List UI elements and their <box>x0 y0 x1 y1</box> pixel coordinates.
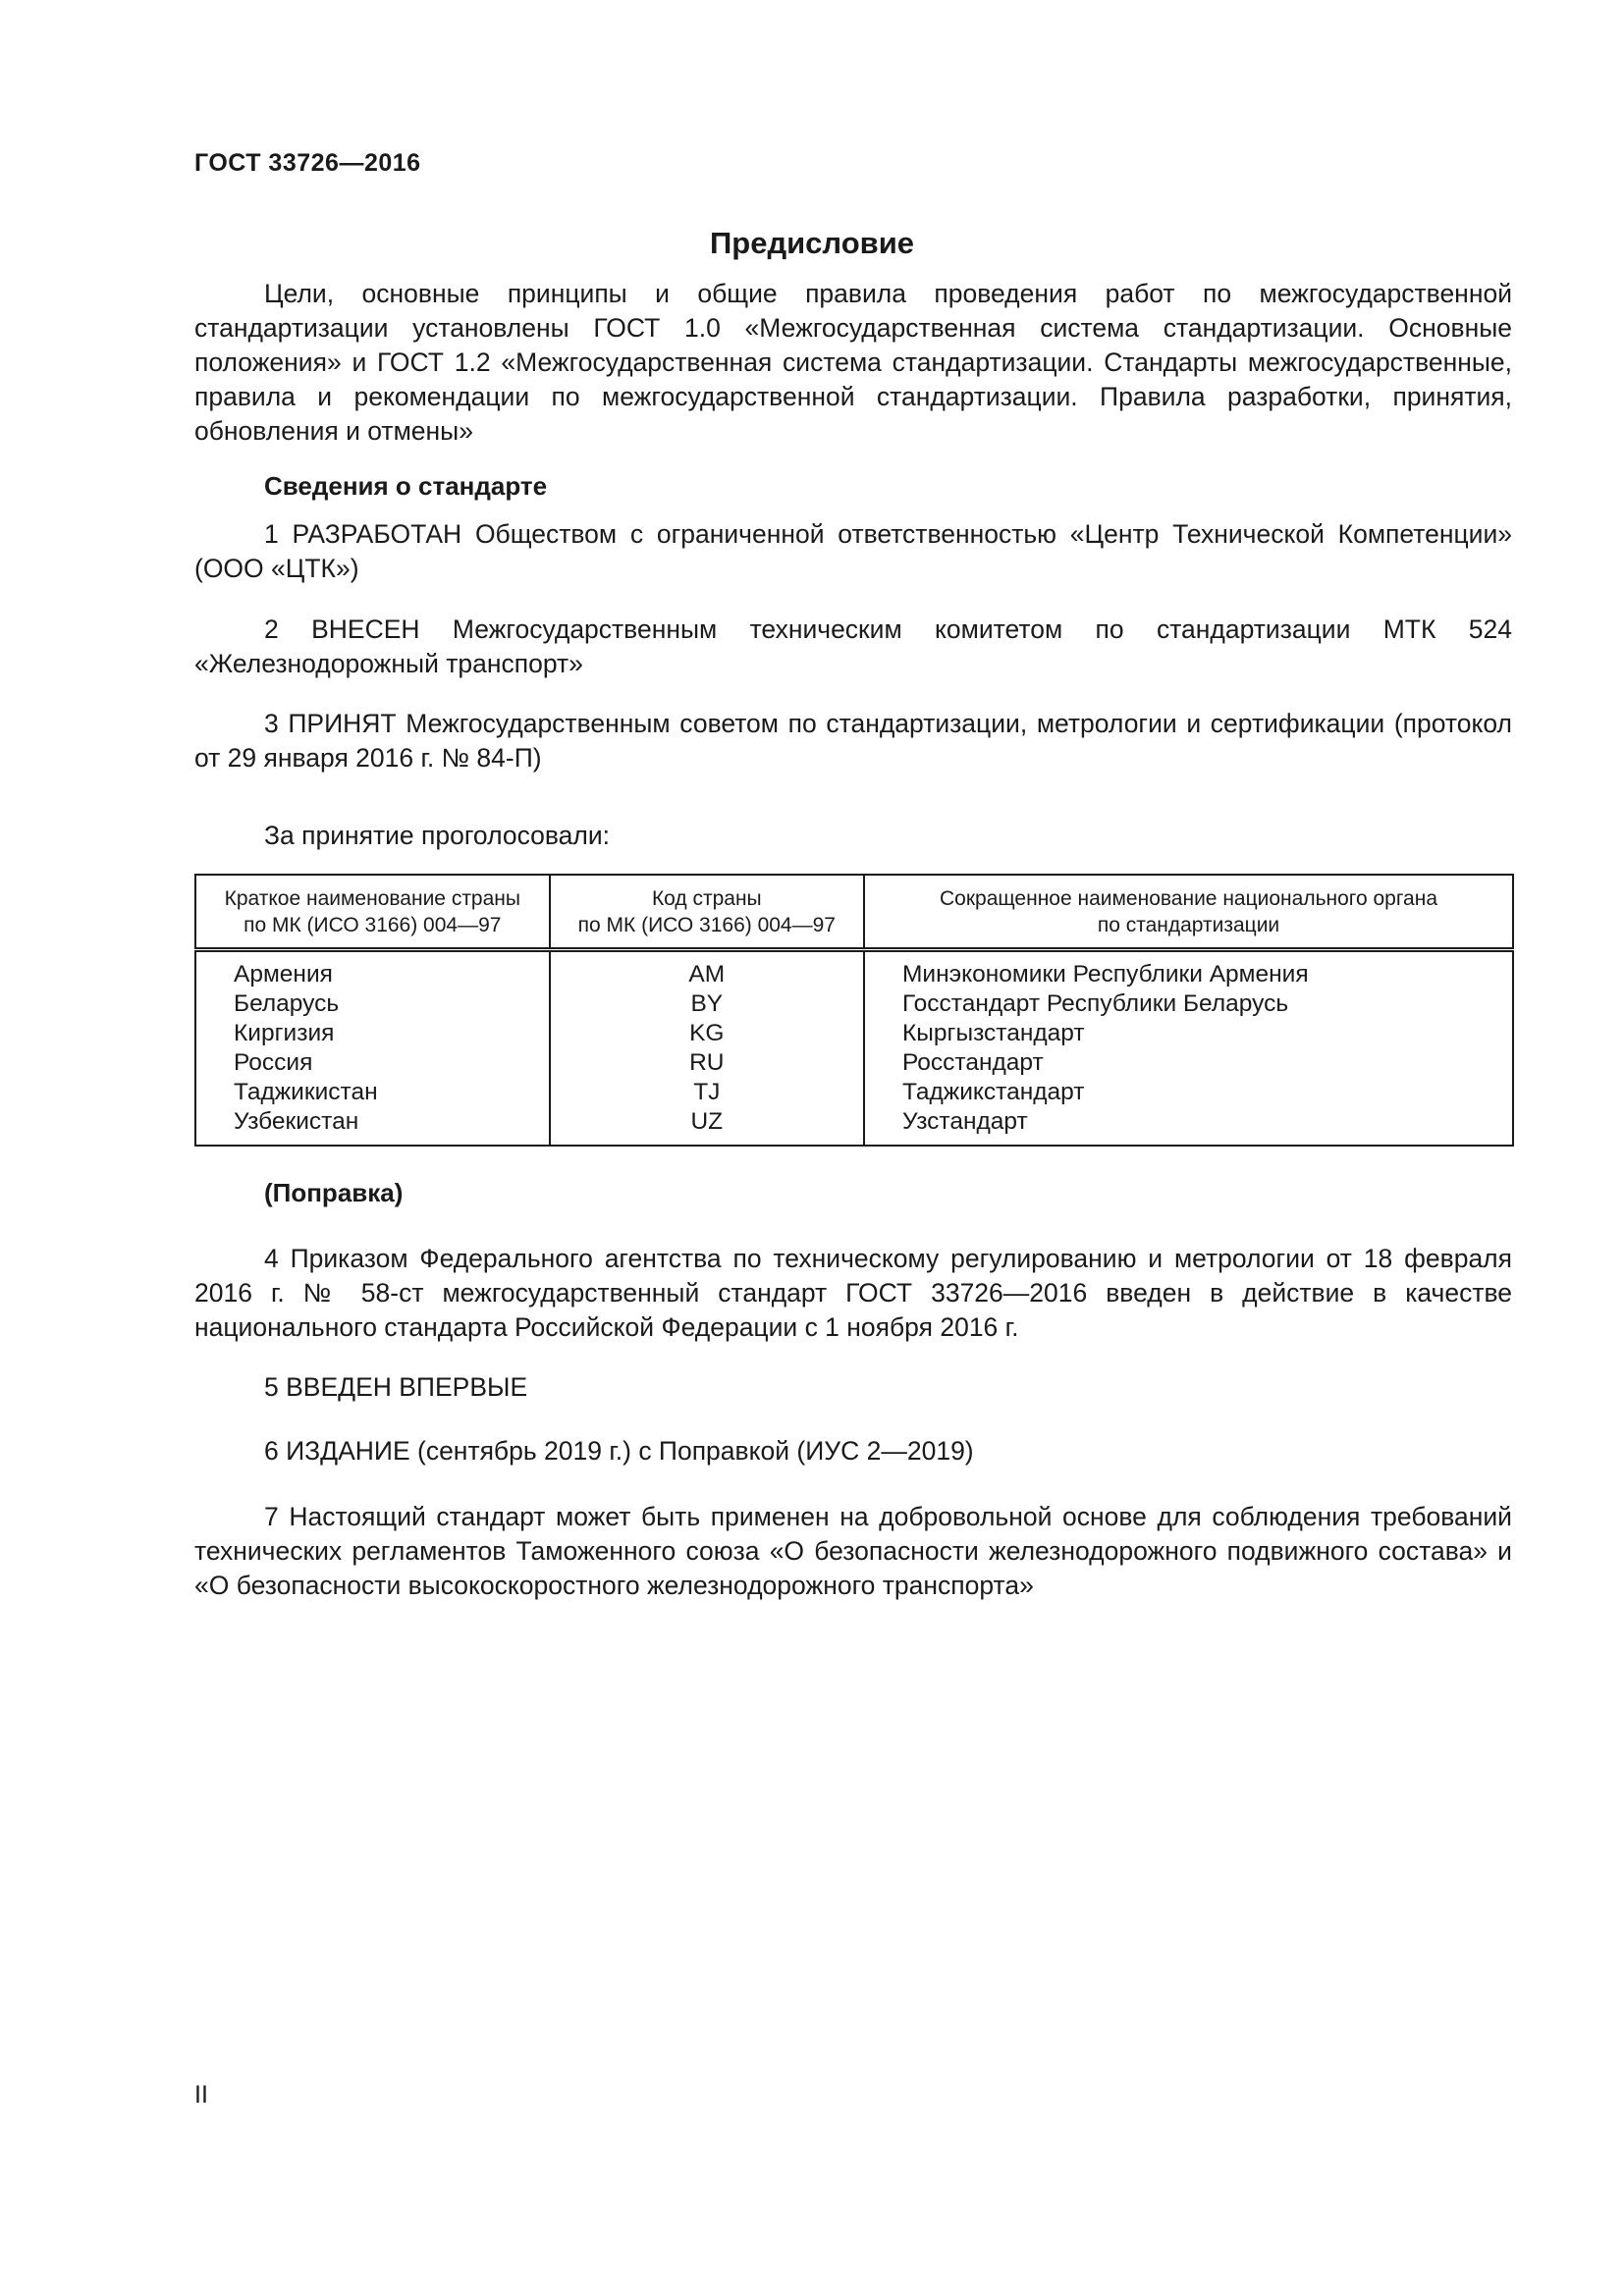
cell-country: Армения <box>195 950 550 990</box>
standard-code: ГОСТ 33726—2016 <box>194 149 421 177</box>
item-2-submitted: 2 ВНЕСЕН Межгосударственным техническим комитетом по стандартизации МТК 524 «Железнодорожный транспорт» <box>194 614 1512 678</box>
item-5-introduced: 5 ВВЕДЕН ВПЕРВЫЕ <box>264 1372 528 1402</box>
header-country-code-line1: Код страны <box>651 887 762 910</box>
page-number: II <box>194 2081 208 2109</box>
cell-national-body: Росстандарт <box>864 1048 1513 1078</box>
header-country-name-line1: Краткое наименование страны <box>224 887 520 910</box>
info-heading: Сведения о стандарте <box>264 471 548 501</box>
amendment-label: (Поправка) <box>264 1178 404 1207</box>
cell-national-body: Госстандарт Республики Беларусь <box>864 989 1513 1019</box>
item-7-applicability: 7 Настоящий стандарт может быть применен на добровольной основе для соблюдения требований технических регламентов Таможенного союза «О безопасности железнодорожного подвижного состава» и «О безопасности высокоскоростного железнодорожного транспорта» <box>194 1502 1512 1600</box>
cell-country: Узбекистан <box>195 1107 550 1146</box>
cell-national-body: Таджикстандарт <box>864 1078 1513 1107</box>
table-row <box>195 989 1513 1019</box>
header-country-name <box>195 875 550 950</box>
item-6-edition: 6 ИЗДАНИЕ (сентябрь 2019 г.) с Поправкой (ИУС 2—2019) <box>264 1436 974 1466</box>
table-row <box>195 1048 1513 1078</box>
cell-code: RU <box>550 1048 864 1078</box>
cell-code: UZ <box>550 1107 864 1146</box>
item-3-adopted: 3 ПРИНЯТ Межгосударственным советом по стандартизации, метрологии и сертификации (протокол от 29 января 2016 г. № 84-П) <box>194 709 1512 773</box>
cell-country: Таджикистан <box>195 1078 550 1107</box>
cell-country: Россия <box>195 1048 550 1078</box>
cell-national-body: Кыргызстандарт <box>864 1019 1513 1048</box>
header-country-code-line2: по МК (ИСО 3166) 004—97 <box>577 914 836 936</box>
cell-country: Киргизия <box>195 1019 550 1048</box>
table-row <box>195 1019 1513 1048</box>
cell-national-body: Минэкономики Республики Армения <box>864 950 1513 990</box>
cell-code: BY <box>550 989 864 1019</box>
cell-code: AM <box>550 950 864 990</box>
header-country-name-line2: по МК (ИСО 3166) 004—97 <box>244 914 502 936</box>
page-title: Предисловие <box>709 226 914 260</box>
cell-country: Беларусь <box>195 989 550 1019</box>
table-row <box>195 1078 1513 1107</box>
table-row <box>195 950 1513 990</box>
cell-national-body: Узстандарт <box>864 1107 1513 1146</box>
voted-label: За принятие проголосовали: <box>264 821 611 850</box>
header-national-body <box>864 875 1513 950</box>
cell-code: KG <box>550 1019 864 1048</box>
table-row <box>195 1107 1513 1146</box>
cell-code: TJ <box>550 1078 864 1107</box>
intro-paragraph: Цели, основные принципы и общие правила проведения работ по межгосударственной стандартизации установлены ГОСТ 1.0 «Межгосударственная система стандартизации. Основные положения» и ГОСТ 1.2 «Межгосударственная система стандартизации. Стандарты межгосударственные, правила и рекомендации по межгосударственной стандартизации. Правила разработки, принятия, обновления и отмены» <box>194 279 1512 446</box>
header-national-body-line1: Сокращенное наименование национального органа <box>939 887 1438 910</box>
table-header-row <box>195 875 1513 950</box>
header-national-body-line2: по стандартизации <box>1097 914 1280 936</box>
voting-table <box>194 874 1514 1147</box>
item-4-order: 4 Приказом Федерального агентства по техническому регулированию и метрологии от 18 февраля 2016 г. № 58-ст межгосударственный стандарт ГОСТ 33726—2016 введен в действие в качестве национального стандарта Российской Федерации с 1 ноября 2016 г. <box>194 1244 1512 1342</box>
item-1-developed: 1 РАЗРАБОТАН Обществом с ограниченной ответственностью «Центр Технической Компетенции» (ООО «ЦТК») <box>194 519 1512 583</box>
header-country-code <box>550 875 864 950</box>
